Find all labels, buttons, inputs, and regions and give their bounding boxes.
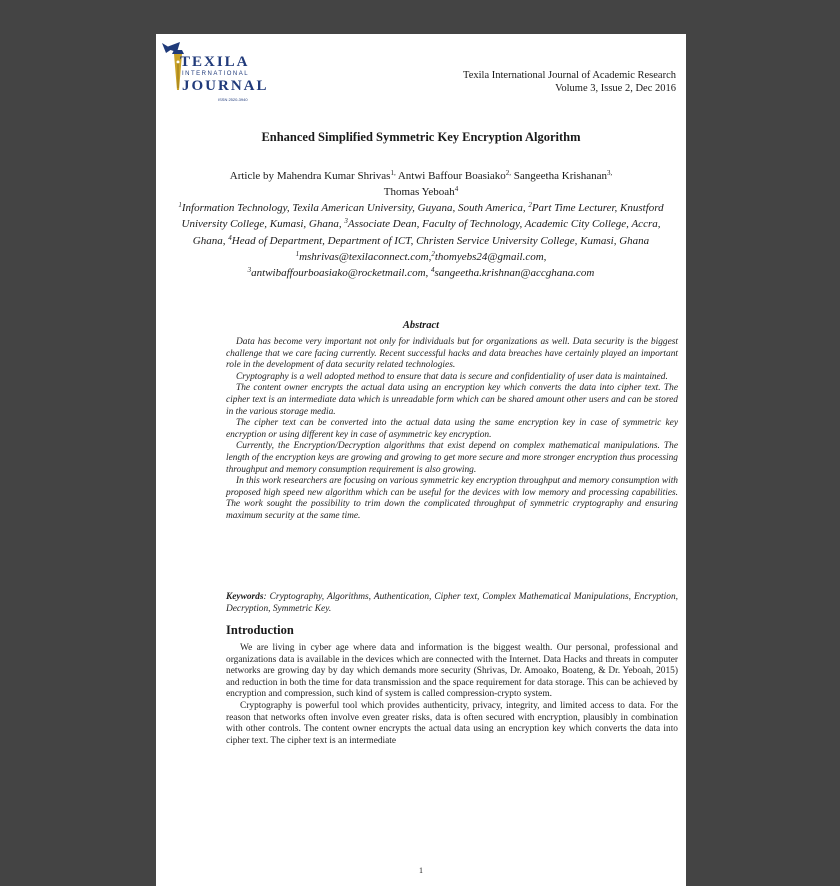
- intro-paragraph: Cryptography is powerful tool which provides authenticity, privacy, integrity, and limited access to data. For the reason that networks often involve even greater risks, data is often secured with encryption, plausibly in combination with other controls. The content owner encrypts the actual data using an encryption key which converts the data into cipher text. The cipher text is an intermediate: [226, 700, 678, 746]
- email-2-sup: 2: [431, 249, 435, 258]
- logo-text-international: INTERNATIONAL: [182, 71, 250, 77]
- journal-name: Texila International Journal of Academic Research: [463, 70, 676, 81]
- affil-1: Information Technology, Texila American University, Guyana, South America,: [181, 202, 529, 214]
- page-number: 1: [419, 866, 423, 875]
- affil-3: Associate Dean, Faculty of Technology, Academic City College, Accra, Ghana,: [192, 218, 661, 247]
- author-3-sup: 3,: [606, 169, 613, 177]
- abstract-paragraph: The content owner encrypts the actual data using an encryption key which converts the data into cipher text. The cipher text is an intermediate data which is unreadable form which can be shared amount other users and can be stored in the various storage media.: [226, 383, 678, 417]
- author-2: Antwi Baffour Boasiako: [395, 170, 506, 182]
- author-1: Mahendra Kumar Shrivas: [276, 170, 391, 182]
- author-2-sup: 2,: [505, 169, 512, 177]
- author-prefix: Article by: [229, 170, 277, 182]
- email-3-sup: 3: [247, 266, 252, 275]
- email-4-sup: 4: [431, 266, 435, 275]
- abstract-paragraph: Cryptography is a well adopted method to ensure that data is secure and confidentiality of user data is maintained.: [236, 371, 668, 382]
- affiliations: [176, 200, 666, 281]
- abstract-heading: Abstract: [402, 320, 440, 331]
- abstract-paragraph: Data has become very important not only for individuals but for organizations as well. Data security is the biggest challenge that we care facing currently. Recent successful hacks and data breaches have certainly played an important role in the development of data security related technologies.: [226, 337, 678, 371]
- affil-1-sup: 1: [178, 201, 182, 209]
- affil-4: Head of Department, Department of ICT, Christen Service University College, Kumasi, Ghana: [231, 234, 650, 247]
- logo-text-texila: TEXILA: [180, 54, 250, 70]
- keywords: [226, 592, 678, 615]
- paper-title: Enhanced Simplified Symmetric Key Encryption Algorithm: [261, 130, 581, 144]
- volume-info: Volume 3, Issue 2, Dec 2016: [555, 83, 676, 94]
- intro-paragraph: We are living in cyber age where data and information is the biggest wealth. Our personal, professional and organizations data is available in the devices which are connected with the Internet. Data Hacks and threats in computer networks are growing day by day which demands more security (Shrivas, Dr. Amoako, Boateng, & Dr. Yeboah, 2015) and reduction in both the time for data transmission and the space requirement for data storage. This can be achieved by encryption and compression, such kind of system is called compression-crypto system.: [226, 643, 678, 700]
- journal-header: [463, 69, 676, 95]
- email-1: mshrivas@texilaconnect.com,: [299, 250, 432, 263]
- introduction-heading: Introduction: [226, 623, 294, 637]
- affil-2: Part Time Lecturer, Knustford University College, Kumasi, Ghana,: [181, 202, 664, 231]
- abstract-paragraph: The cipher text can be converted into the actual data using the same encryption key in case of symmetric key encryption or using different key in case of asymmetric key encryption.: [226, 418, 678, 440]
- author-list: [176, 168, 666, 200]
- keywords-text: : Cryptography, Algorithms, Authentication, Cipher text, Complex Mathematical Manipulations, Encryption, Decryption, Symmetric Key.: [226, 592, 678, 614]
- abstract-paragraph: In this work researchers are focusing on various symmetric key encryption throughput and memory consumption with proposed high speed new algorithm which can be useful for the devices with low memory and processing capabilities. The work sought the possibility to trim down the complicated throughput of symmetric cryptography and ensuring maximum security at the same time.: [226, 476, 678, 521]
- affil-4-sup: 4: [228, 233, 232, 242]
- affil-2-sup: 2: [528, 201, 532, 209]
- keywords-label: Keywords: [226, 592, 264, 602]
- introduction-body: [226, 643, 678, 747]
- email-1-sup: 1: [295, 249, 300, 258]
- email-4: sangeetha.krishnan@accghana.com: [434, 267, 595, 280]
- document-page: [156, 34, 686, 886]
- author-1-sup: 1,: [390, 169, 396, 177]
- journal-logo: [160, 40, 269, 102]
- logo-text-journal: JOURNAL: [182, 78, 269, 94]
- author-3: Sangeetha Krishanan: [511, 170, 607, 182]
- email-2: thomyebs24@gmail.com,: [434, 250, 547, 263]
- logo-tagline: ISSN 2520-3940: [218, 97, 248, 102]
- abstract-body: [226, 337, 678, 523]
- author-4-sup: 4: [454, 185, 459, 193]
- affil-3-sup: 3: [344, 217, 348, 226]
- author-4: Thomas Yeboah: [383, 186, 455, 198]
- email-3: antwibaffourboasiako@rocketmail.com,: [251, 267, 432, 280]
- abstract-paragraph: Currently, the Encryption/Decryption algorithms that exist depend on complex mathematical manipulations. The length of the encryption keys are growing and growing to get more secure and more stronger encryption thus processing throughput and memory consumption requirement is also growing.: [226, 441, 678, 475]
